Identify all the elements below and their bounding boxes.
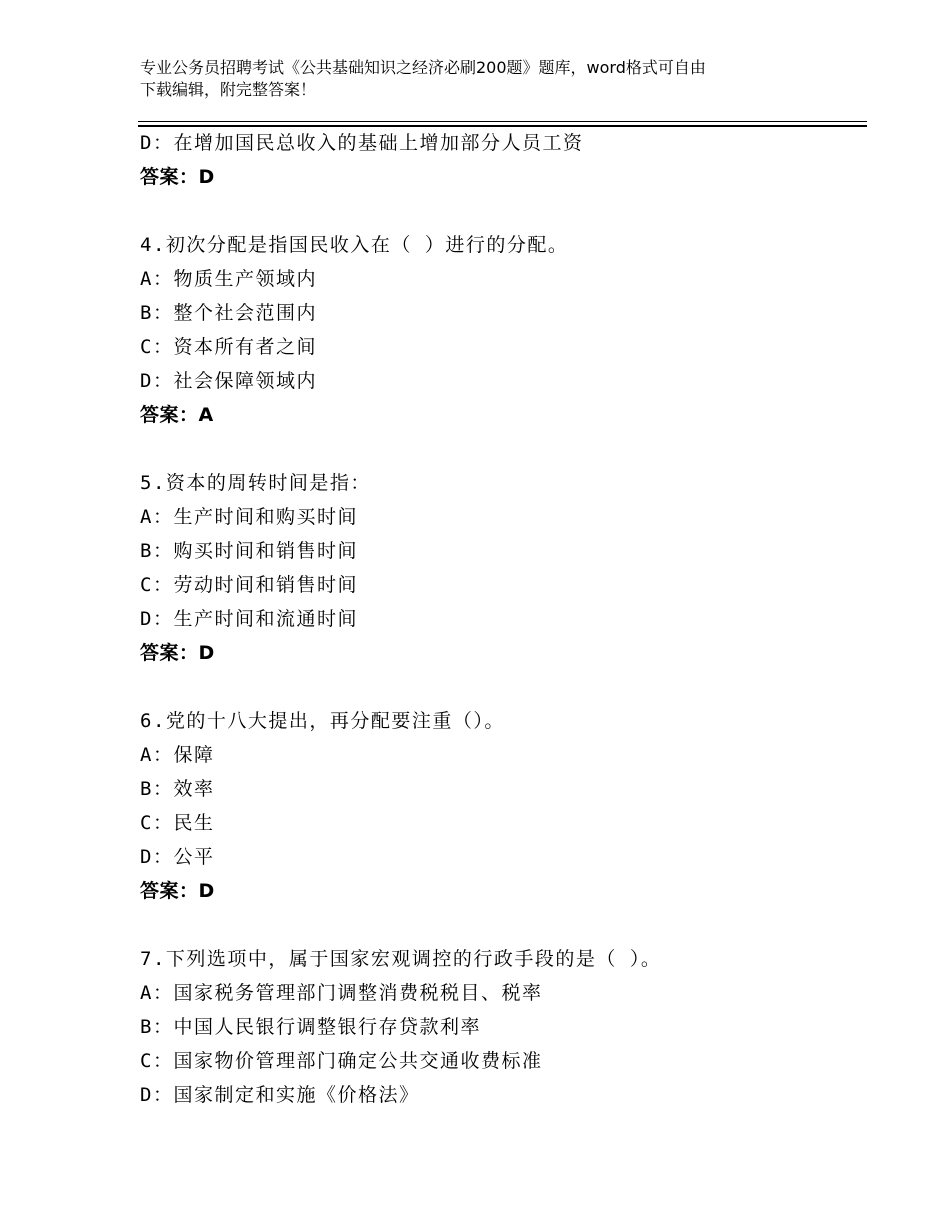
question-5 — [140, 466, 860, 670]
question-4 — [140, 228, 860, 432]
question-7 — [140, 942, 860, 1112]
option-d: D：社会保障领域内 — [140, 370, 317, 392]
header-divider-thin — [138, 121, 867, 122]
option-b: B：整个社会范围内 — [140, 302, 317, 324]
option-a: A：保障 — [140, 744, 215, 766]
option-d: D：生产时间和流通时间 — [140, 608, 358, 630]
answer: 答案：D — [140, 166, 215, 188]
question-stem: 7.下列选项中，属于国家宏观调控的行政手段的是（ ）。 — [140, 948, 662, 970]
spacer — [140, 670, 860, 704]
question-list — [140, 126, 860, 1112]
answer: 答案：D — [140, 642, 215, 664]
spacer — [140, 432, 860, 466]
option-a: A：物质生产领域内 — [140, 268, 317, 290]
option-c: C：民生 — [140, 812, 215, 834]
option-d: D：在增加国民总收入的基础上增加部分人员工资 — [140, 132, 584, 154]
spacer — [140, 194, 860, 228]
answer: 答案：A — [140, 404, 214, 426]
option-b: B：购买时间和销售时间 — [140, 540, 358, 562]
question-stem: 4.初次分配是指国民收入在（ ）进行的分配。 — [140, 234, 569, 256]
spacer — [140, 908, 860, 942]
option-a: A：生产时间和购买时间 — [140, 506, 358, 528]
option-c: C：资本所有者之间 — [140, 336, 317, 358]
question-stem: 6.党的十八大提出，再分配要注重（）。 — [140, 710, 505, 732]
header-line-1: 专业公务员招聘考试《公共基础知识之经济必刷200题》题库，word格式可自由 — [140, 58, 706, 77]
option-d: D：国家制定和实施《价格法》 — [140, 1084, 420, 1106]
option-b: B：效率 — [140, 778, 215, 800]
option-c: C：劳动时间和销售时间 — [140, 574, 358, 596]
header-line-2: 下载编辑，附完整答案！ — [140, 80, 317, 99]
question-3 — [140, 126, 860, 194]
option-b: B：中国人民银行调整银行存贷款利率 — [140, 1016, 481, 1038]
answer: 答案：D — [140, 880, 215, 902]
document-header — [140, 57, 800, 101]
question-6 — [140, 704, 860, 908]
question-stem: 5.资本的周转时间是指： — [140, 472, 371, 494]
option-a: A：国家税务管理部门调整消费税税目、税率 — [140, 982, 543, 1004]
option-d: D：公平 — [140, 846, 215, 868]
option-c: C：国家物价管理部门确定公共交通收费标准 — [140, 1050, 543, 1072]
